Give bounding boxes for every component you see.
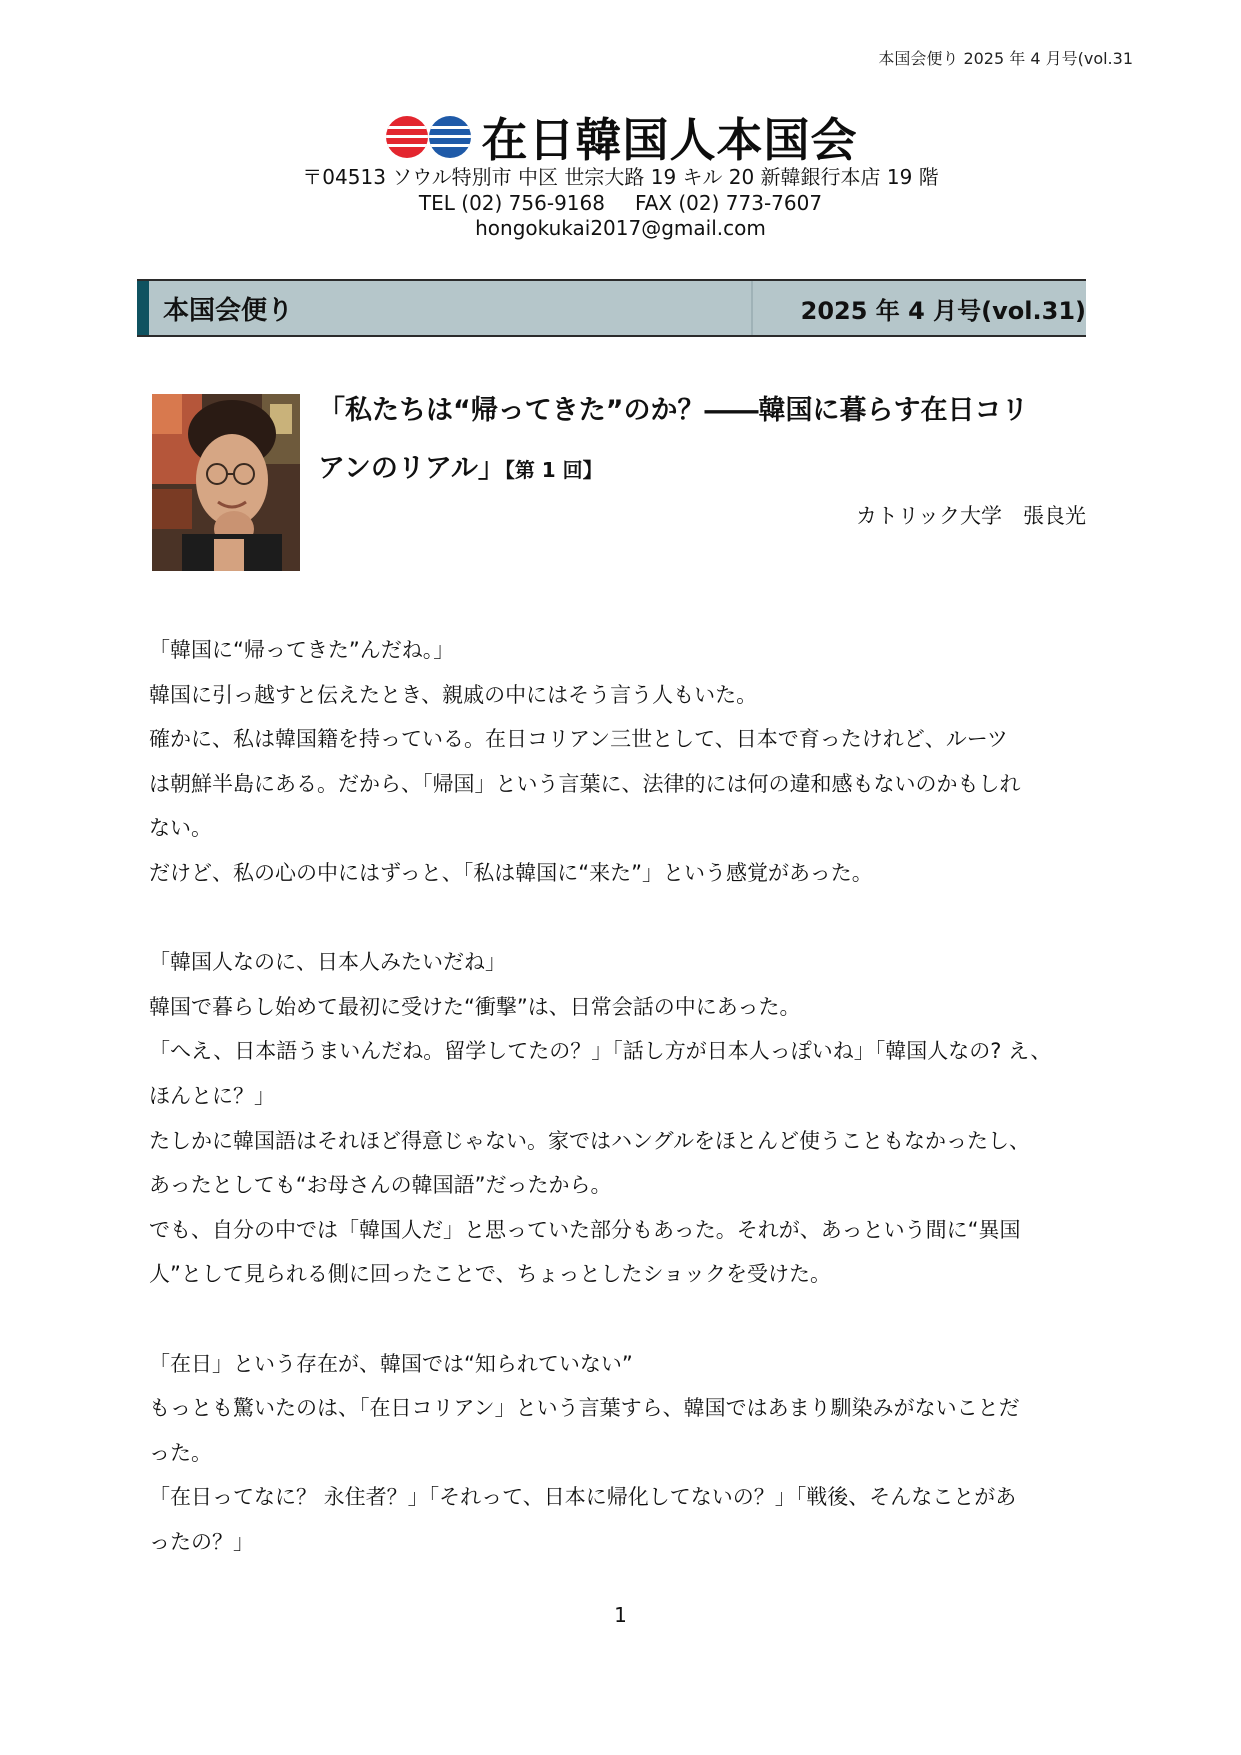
paragraph: 人”として見られる側に回ったことで、ちょっとしたショックを受けた。	[149, 1262, 832, 1287]
paragraph-spacer	[149, 896, 1089, 941]
paragraph: ったの？」	[149, 1529, 254, 1554]
paragraph: もっとも驚いたのは、「在日コリアン」という言葉すら、韓国ではあまり馴染みがないことだ	[149, 1396, 1020, 1421]
paragraph: 「韓国に“帰ってきた”んだね。」	[149, 638, 455, 662]
section-divider	[751, 281, 753, 335]
paragraph: 「へえ、日本語うまいんだね。留学してたの？」「話し方が日本人っぽいね」「韓国人なの? え、	[149, 1039, 1052, 1064]
org-fax: FAX (02) 773-7607	[634, 191, 823, 215]
org-address: 〒04513 ソウル特別市 中区 世宗大路 19 キル 20 新韓銀行本店 19 階	[302, 165, 939, 189]
subheading: 「在日」という存在が、韓国では“知られていない”	[149, 1351, 633, 1376]
paragraph: 確かに、私は韓国籍を持っている。在日コリアン三世として、日本で育ったけれど、ルーツ	[149, 727, 1008, 752]
article-title-block	[318, 382, 1086, 499]
paragraph: 韓国に引っ越すと伝えたとき、親戚の中にはそう言う人もいた。	[149, 682, 758, 707]
paragraph: 韓国で暮らし始めて最初に受けた“衝撃”は、日常会話の中にあった。	[149, 994, 801, 1019]
article-body	[149, 628, 1089, 1564]
org-logo-icon	[384, 114, 474, 160]
paragraph: だけど、私の心の中にはずっと、「私は韓国に“来た”」という感覚があった。	[149, 860, 873, 885]
paragraph: った。	[149, 1440, 212, 1465]
paragraph: は朝鮮半島にある。だから、「帰国」という言葉に、法律的には何の違和感もないのかもしれ	[149, 771, 1021, 796]
paragraph: ない。	[149, 816, 212, 841]
org-phone-fax	[0, 191, 1241, 216]
article-title	[318, 382, 1086, 499]
section-header-bar	[137, 279, 1086, 337]
paragraph: たしかに韓国語はそれほど得意じゃない。家ではハングルをほとんど使うこともなかったし、	[149, 1128, 1030, 1153]
article-part-label: 【第 1 回】	[504, 458, 603, 482]
paragraph-spacer	[149, 1297, 1089, 1342]
article-author: カトリック大学 張良光	[855, 504, 1086, 528]
org-name: 在日韓国人本国会	[481, 113, 858, 167]
article-title-line2: アンのリアル」	[318, 453, 505, 484]
org-email: hongokukai2017@gmail.com	[475, 216, 766, 240]
paragraph: 「在日ってなに？ 永住者？」「それって、日本に帰化してないの？」「戦後、そんなことがあ	[149, 1485, 1017, 1510]
section-title: 本国会便り	[163, 295, 294, 326]
subheading: 「韓国人なのに、日本人みたいだね」	[149, 950, 506, 975]
article-title-line1: 「私たちは“帰ってきた”のか？――韓国に暮らす在日コリ	[318, 395, 1029, 426]
issue-label: 2025 年 4 月号(vol.31)	[800, 296, 1086, 325]
author-photo	[152, 394, 300, 571]
paragraph: あったとしても“お母さんの韓国語”だったから。	[149, 1173, 612, 1198]
page-number: 1	[614, 1603, 627, 1627]
author-portrait-image	[152, 394, 300, 571]
masthead	[0, 104, 1241, 170]
section-accent	[137, 281, 149, 335]
org-tel: TEL (02) 756-9168	[418, 191, 605, 215]
paragraph: でも、自分の中では「韓国人だ」と思っていた部分もあった。それが、あっという間に“異国	[149, 1217, 1021, 1242]
running-head: 本国会便り 2025 年 4 月号(vol.31	[878, 49, 1133, 68]
paragraph: ほんとに？」	[149, 1083, 275, 1108]
